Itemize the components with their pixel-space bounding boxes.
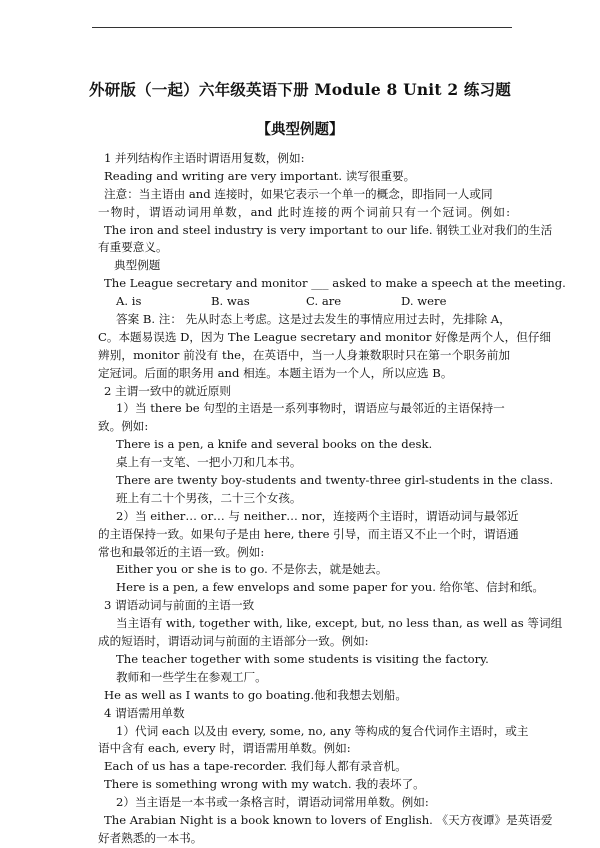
text-line: 4 谓语需用单数 (104, 705, 185, 720)
section-heading: 【典型例题】 (256, 121, 344, 138)
text-line: 的主语保持一致。如果句子是由 here, there 引导，而主语又不止一个时，谓语通 (98, 526, 519, 541)
text-line: 1）代词 each 以及由 every, some, no, any 等构成的复合代词作主语时，或主 (116, 723, 529, 738)
text-block-rules (98, 311, 563, 848)
text-block-intro (98, 150, 566, 293)
text-line: Here is a pen, a few envelops and some paper for you. 给你笔、信封和纸。 (116, 580, 544, 595)
text-line: 常也和最邻近的主语一致。例如: (98, 544, 265, 559)
text-line: 答案 B. 注： 先从时态上考虑。这是过去发生的事情应用过去时，先排除 A， (116, 312, 511, 327)
text-line: 辨别，monitor 前没有 the，在英语中，当一人身兼数职时只在第一个职务前加 (98, 347, 510, 362)
text-line: Either you or she is to go. 不是你去，就是她去。 (116, 562, 388, 577)
text-line: 一物时，谓语动词用单数，and 此时连接的两个词前只有一个冠词。例如: (98, 204, 510, 219)
text-line: 班上有二十个男孩，二十三个女孩。 (116, 490, 302, 505)
text-line: 致。例如: (98, 419, 149, 434)
text-line: 好者熟悉的一本书。 (98, 830, 203, 845)
text-line: 成的短语时，谓语动词与前面的主语部分一致。例如: (98, 634, 369, 649)
option-d: D. were (401, 294, 447, 309)
text-line: There are twenty boy-students and twenty-three girl-students in the class. (116, 473, 554, 488)
text-line: 2）当主语是一本书或一条格言时，谓语动词常用单数。例如: (116, 795, 429, 810)
text-line: 1）当 there be 句型的主语是一系列事物时，谓语应与最邻近的主语保持一 (116, 401, 505, 416)
option-c: C. are (306, 294, 342, 309)
text-line: 2 主谓一致中的就近原则 (104, 383, 231, 398)
text-line: He as well as I wants to go boating.他和我想去划船。 (104, 687, 407, 702)
text-line: C。本题易误选 D，因为 The League secretary and monitor 好像是两个人，但仔细 (98, 329, 552, 344)
text-line: 当主语有 with, together with, like, except, but, no less than, as well as 等词组 (116, 616, 563, 631)
text-line: There is a pen, a knife and several books on the desk. (116, 437, 433, 452)
answer-options (98, 293, 498, 311)
text-line: 典型例题 (114, 258, 161, 273)
text-line: There is something wrong with my watch. 我的表坏了。 (104, 777, 425, 792)
text-line: 定冠词。后面的职务用 and 相连。本题主语为一个人，所以应选 B。 (98, 365, 453, 380)
text-line: 语中含有 each, every 时，谓语需用单数。例如: (98, 741, 351, 756)
text-line: 3 谓语动词与前面的主语一致 (104, 598, 255, 613)
text-line: The Arabian Night is a book known to lovers of English. 《天方夜谭》是英语爱 (104, 812, 553, 827)
option-a: A. is (116, 294, 142, 309)
text-line: 2）当 either… or… 与 neither… nor，连接两个主语时，谓语动词与最邻近 (116, 508, 519, 523)
text-line: 桌上有一支笔、一把小刀和几本书。 (116, 455, 302, 470)
text-line: The iron and steel industry is very important to our life. 钢铁工业对我们的生活 (104, 222, 553, 237)
document-body (98, 150, 566, 848)
text-line: 教师和一些学生在参观工厂。 (116, 669, 267, 684)
text-line: 注意：当主语由 and 连接时，如果它表示一个单一的概念，即指同一人或同 (104, 186, 493, 201)
document-title: 外研版（一起）六年级英语下册 Module 8 Unit 2 练习题 (88, 80, 512, 99)
text-line: Each of us has a tape-recorder. 我们每人都有录音机。 (104, 759, 407, 774)
text-line: 1 并列结构作主语时谓语用复数，例如: (104, 151, 305, 165)
header-rule (92, 27, 512, 28)
text-line: The teacher together with some students is visiting the factory. (116, 651, 489, 666)
text-line: 有重要意义。 (98, 240, 168, 255)
text-line: Reading and writing are very important. 读写很重要。 (104, 168, 416, 183)
option-b: B. was (211, 294, 250, 309)
text-line: The League secretary and monitor ___ asked to make a speech at the meeting. (104, 276, 566, 291)
